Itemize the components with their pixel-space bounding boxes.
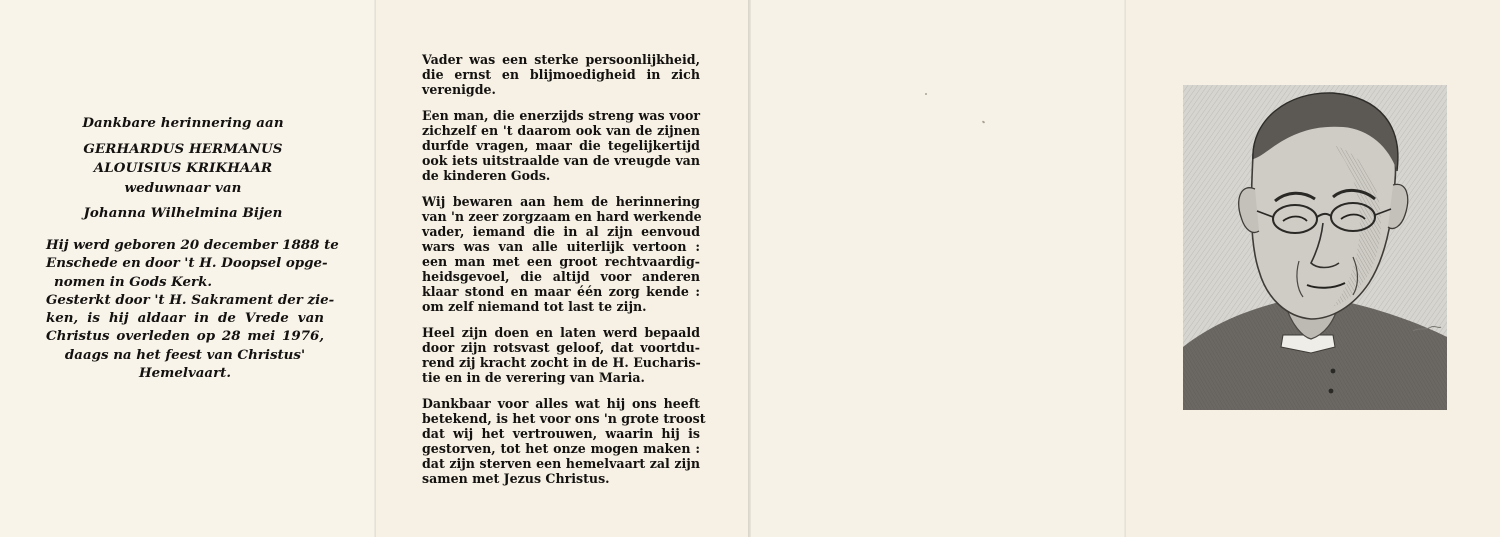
text-line: de kinderen Gods. — [422, 168, 551, 184]
biography — [46, 236, 339, 382]
text-line: verenigde. — [422, 82, 496, 98]
text-line: wars was van alle uiterlijk vertoon : — [422, 239, 700, 255]
paragraph — [422, 325, 700, 385]
dedication-line: Dankbare herinnering aan — [82, 115, 284, 131]
bio-line: nomen in Gods Kerk. — [54, 273, 213, 290]
portrait-panel — [1125, 0, 1500, 537]
fold-line — [374, 0, 376, 537]
text-panel — [375, 0, 750, 537]
text-line: die ernst en blijmoedigheid in zich — [422, 67, 700, 83]
text-line: durfde vragen, maar die tegelijkertijd — [422, 137, 700, 153]
text-line: samen met Jezus Christus. — [422, 471, 610, 487]
text-line: Wij bewaren aan hem de herinnering — [422, 193, 700, 209]
text-line: door zijn rotsvast geloof, dat voortdu- — [422, 340, 700, 356]
text-line: een man met een groot rechtvaardig- — [422, 254, 700, 270]
text-line: vader, iemand die in al zijn eenvoud — [422, 223, 700, 239]
bio-line: Hij werd geboren 20 december 1888 te — [46, 237, 339, 253]
portrait-sketch — [1183, 85, 1447, 410]
paragraph — [422, 52, 700, 97]
bio-line: Christus overleden op 28 mei 1976, — [46, 328, 324, 345]
text-line: Een man, die enerzijds streng was voor — [422, 107, 700, 123]
tribute-text — [422, 52, 706, 497]
bio-line: daags na het feest van Christus' — [64, 346, 306, 363]
paragraph — [422, 395, 706, 487]
left-panel — [0, 0, 375, 537]
bio-line: ken, is hij aldaar in de Vrede van — [46, 310, 324, 327]
deceased-name-line-2: ALOUISIUS KRIKHAAR — [93, 160, 273, 177]
text-line: dat zijn sterven een hemelvaart zal zijn — [422, 456, 700, 472]
paper-speck — [925, 93, 927, 95]
text-line: heidsgevoel, die altijd voor anderen — [422, 269, 700, 285]
portrait-drawing-icon — [1183, 85, 1447, 410]
text-line: tie en in de verering van Maria. — [422, 370, 645, 386]
text-line: dat wij het vertrouwen, waarin hij is — [422, 426, 700, 442]
paper-speck — [982, 120, 986, 123]
fold-line — [748, 0, 751, 537]
text-line: van 'n zeer zorgzaam en hard werkende — [422, 208, 702, 224]
text-line: Heel zijn doen en laten werd bepaald — [422, 325, 700, 340]
deceased-name-line-1: GERHARDUS HERMANUS — [83, 140, 283, 157]
text-line: klaar stond en maar één zorg kende : — [422, 284, 700, 300]
text-line: gestorven, tot het onze mogen maken : — [422, 441, 700, 457]
text-line: Vader was een sterke persoonlijkheid, — [422, 52, 700, 67]
text-line: rend zij kracht zocht in de H. Eucharis- — [422, 355, 701, 371]
text-line: om zelf niemand tot last te zijn. — [422, 299, 647, 315]
paragraph — [422, 194, 700, 315]
memorial-heading — [28, 114, 338, 224]
paragraph — [422, 108, 700, 183]
bio-line: Gesterkt door 't H. Sakrament der zie- — [46, 291, 335, 308]
bio-line: Hemelvaart. — [139, 365, 231, 382]
blank-panel — [750, 0, 1125, 537]
text-line: betekend, is het voor ons 'n grote troost — [422, 410, 706, 426]
text-line: ook iets uitstraalde van de vreugde van — [422, 153, 700, 169]
spouse-name: Johanna Wilhelmina Bijen — [83, 205, 283, 222]
bio-line: Enschede en door 't H. Doopsel opge- — [46, 255, 328, 272]
text-line: Dankbaar voor alles wat hij ons heeft — [422, 395, 700, 411]
fold-line — [1124, 0, 1126, 537]
widower-line: weduwnaar van — [124, 179, 242, 196]
text-line: zichzelf en 't daarom ook van de zijnen — [422, 122, 700, 138]
